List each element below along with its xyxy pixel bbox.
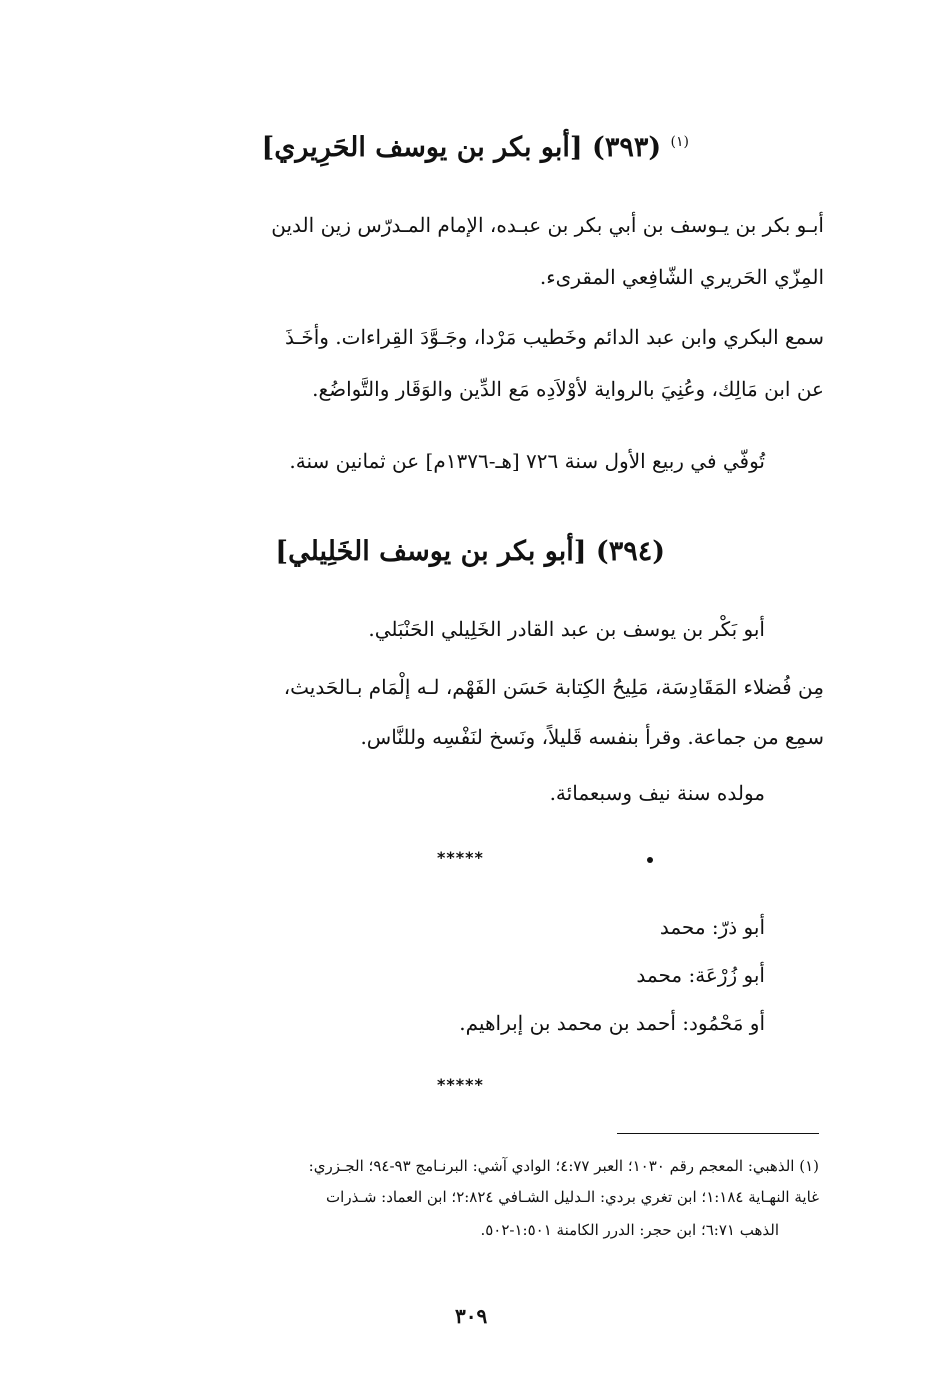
kunya-line-2: أبو زُرْعَة: محمد [636,963,765,987]
footnote-ref: (١) [670,134,689,150]
entry-394-line-3: سمِع من جماعة. وقرأ بنفسه قَليلاً، ونَسخ لنَفْسِه وللنَّاس. [360,725,824,749]
separator-dot [647,857,653,863]
footnote-line-3: الذهب ٦:٧١؛ ابن حجر: الدرر الكامنة ١:٥٠١-٥٠٢. [480,1221,779,1239]
entry-394-line-1: أبو بَكْر بن يوسف بن عبد القادر الخَلِيلي الحَنْبَلي. [368,617,765,641]
kunya-line-1: أبو ذرّ: محمد [659,915,765,939]
entry-393-line-2: المِزّي الحَريري الشّافِعي المقرىء. [539,265,824,289]
footnote-line-2: غاية النهـاية ١:١٨٤؛ ابن تغري بردي: الـدليل الشـافي ٢:٨٢٤؛ ابن العماد: شـذرات [326,1188,819,1206]
separator-stars-2: ***** [437,1075,484,1094]
entry-394-title: (٣٩٤) [أبو بكر بن يوسف الخَلِيلي] [275,536,665,567]
entry-393-title [262,132,690,163]
entry-393-line-4: عن ابن مَالِك، وعُنِيَ بالرواية لأوْلاَدِه مَع الدِّين والوَقَار والتَّواضُع. [312,377,824,401]
entry-394-line-2: مِن فُضلاء المَقَادِسَة، مَلِيحُ الكِتابة حَسَن الفَهْم، لـه إلْمَام بـالحَديث، [283,675,824,699]
entry-393-line-1: أبـو بكر بن يـوسف بن أبي بكر بن عبـده، الإمام المـدرّس زين الدين [271,213,824,237]
entry-393-line-3: سمع البكري وابن عبد الدائم وخَطيب مَرْدا، وجَـوَّدَ القِراءات. وأخَـذَ [285,325,824,349]
separator-stars-1: ***** [437,848,484,867]
entry-394-line-4: مولده سنة نيف وسبعمائة. [549,781,765,805]
footnote-rule [617,1133,819,1134]
entry-393-title-text: (٣٩٣) [أبو بكر بن يوسف الحَرِيري] [261,132,662,163]
entry-393-line-5: تُوفّي في ربيع الأول سنة ٧٢٦ [هـ-١٣٧٦م] عن ثمانين سنة. [289,449,765,473]
kunya-line-3: أو مَحْمُود: أحمد بن محمد بن إبراهيم. [459,1011,765,1035]
footnote-line-1: (١) الذهبي: المعجم رقم ١٠٣٠؛ العبر ٤:٧٧؛ الوادي آشي: البرنـامج ٩٣-٩٤؛ الجـزري: [308,1157,819,1175]
page-number: ٣٠٩ [455,1304,488,1328]
